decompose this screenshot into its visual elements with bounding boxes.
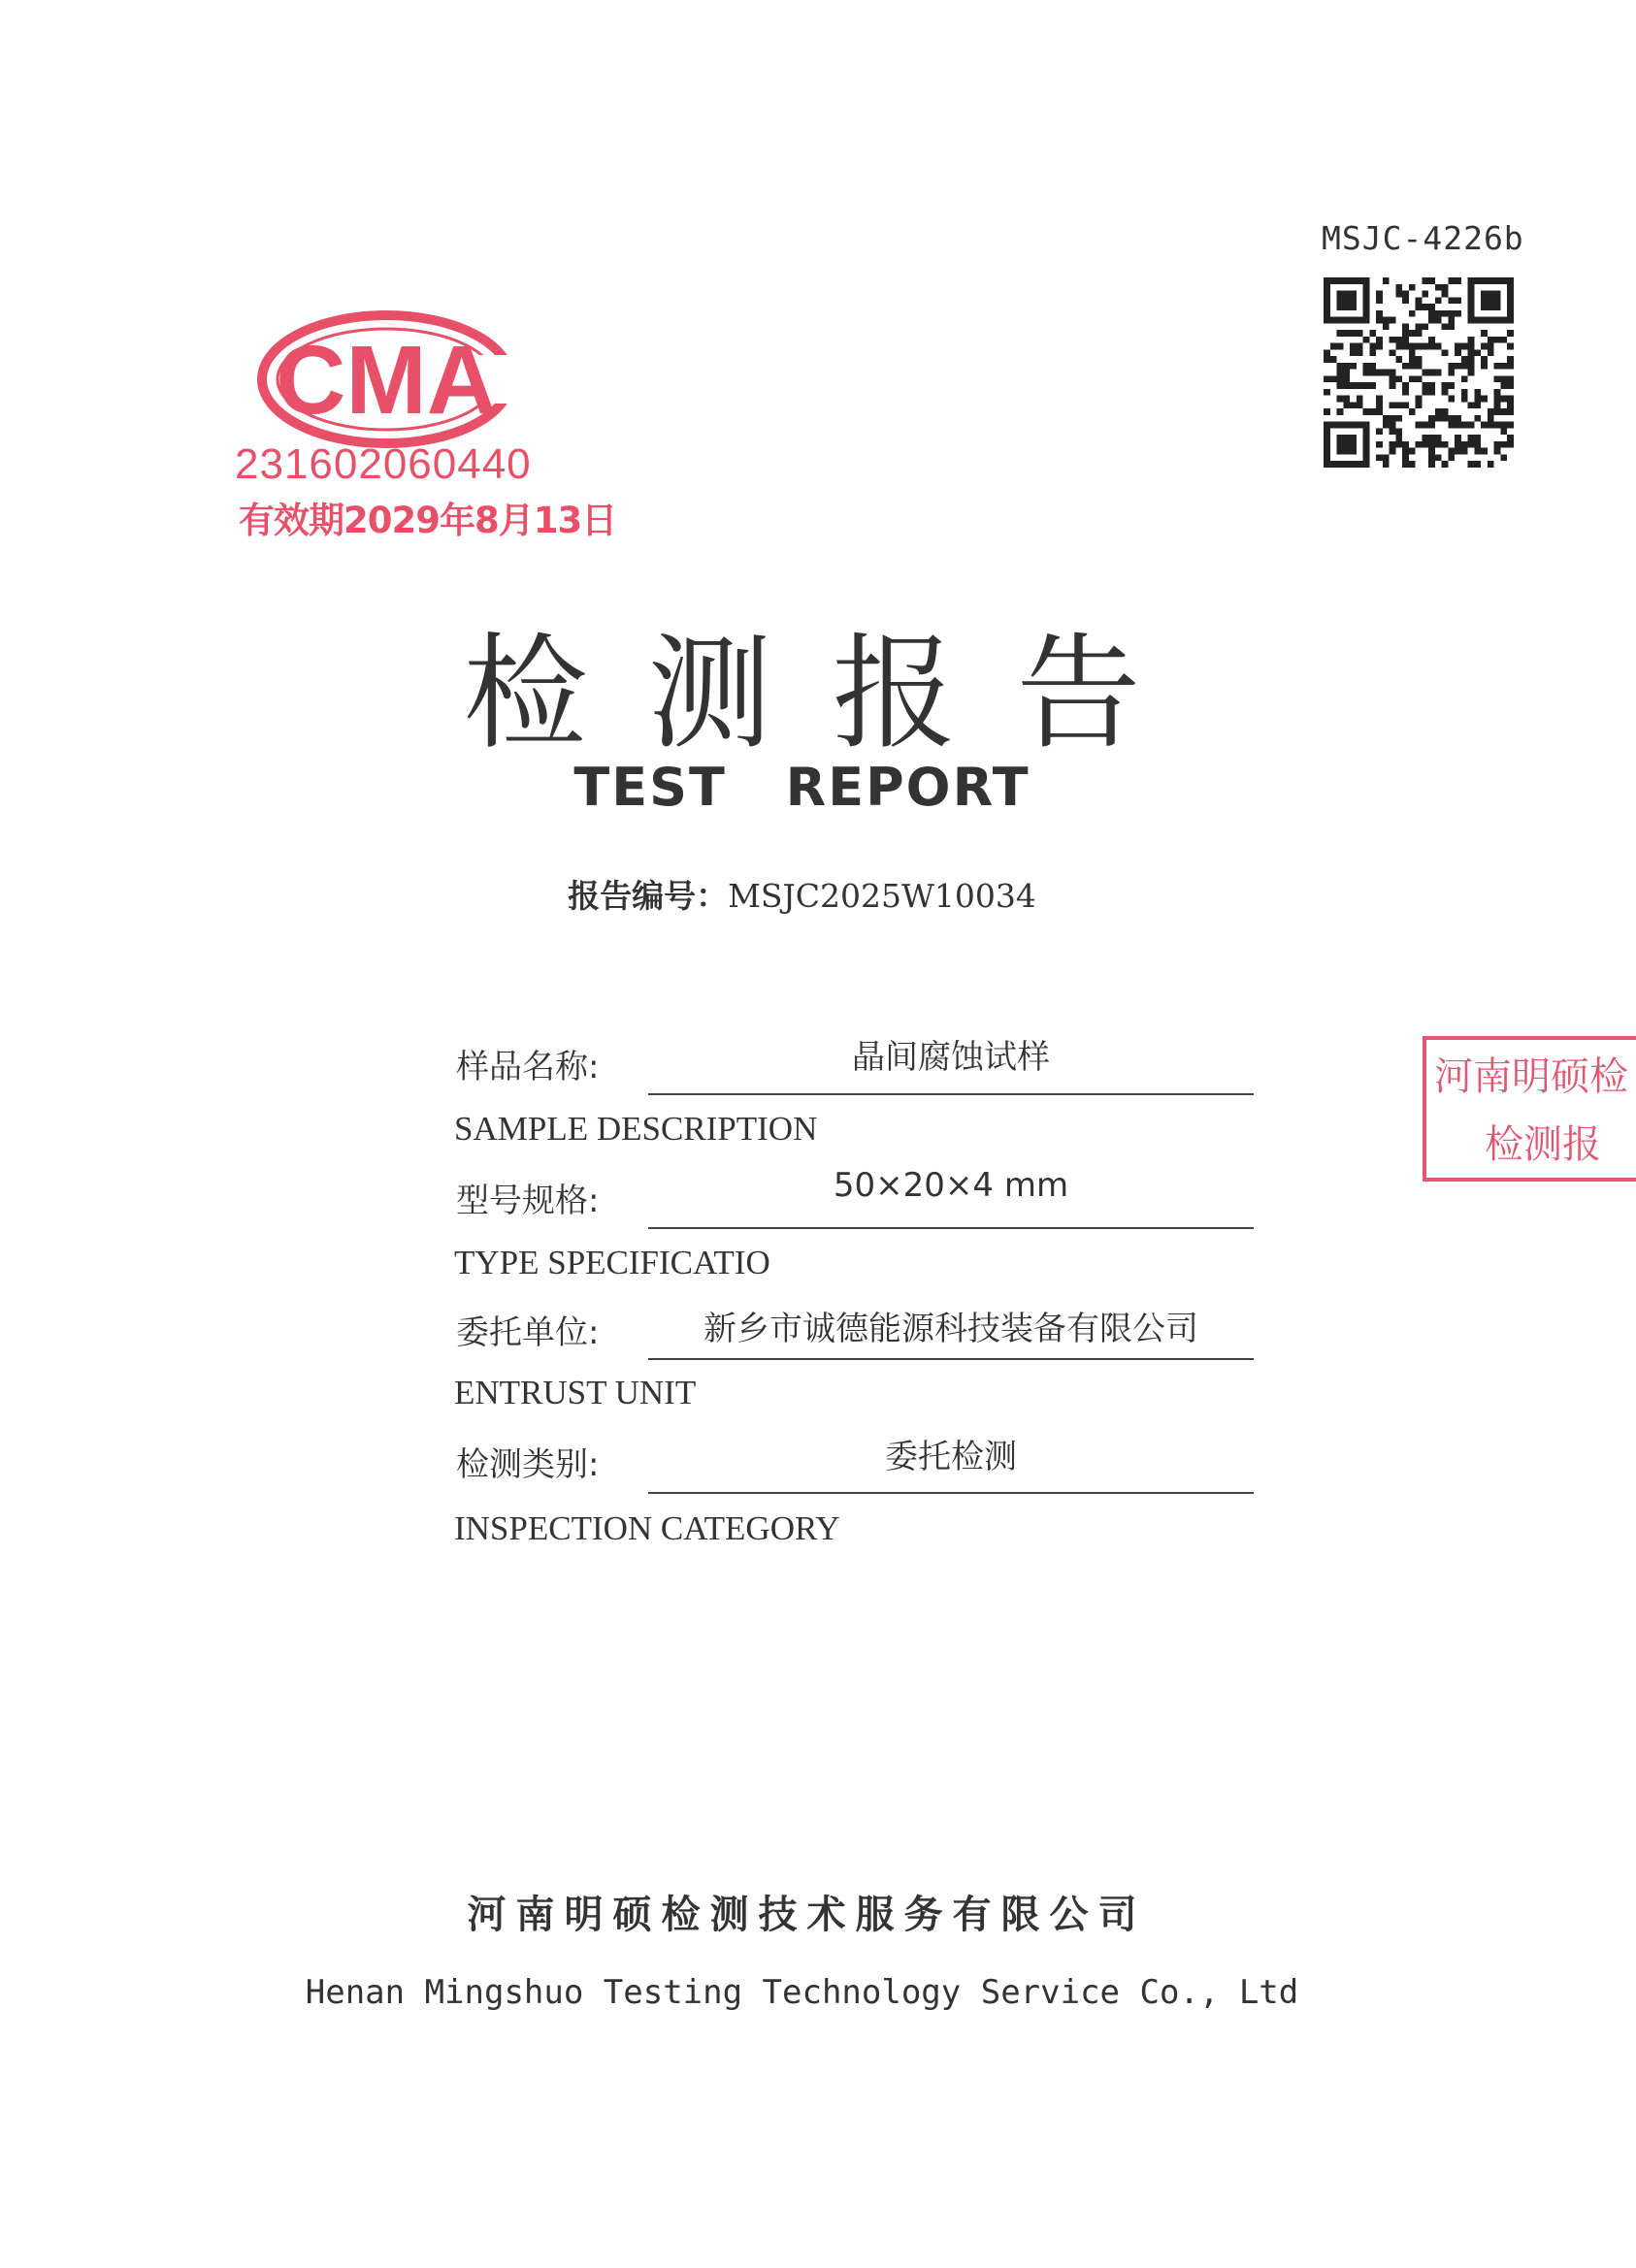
entrust-unit-underline bbox=[648, 1358, 1254, 1360]
entrust-unit-label-zh: 委托单位: bbox=[456, 1313, 600, 1352]
qr-code-icon bbox=[1324, 277, 1514, 468]
sample-name-value: 晶间腐蚀试样 bbox=[852, 1038, 1050, 1077]
sample-description-label: SAMPLE DESCRIPTION bbox=[454, 1110, 818, 1148]
report-number-row bbox=[0, 871, 1604, 917]
inspection-category-underline bbox=[648, 1492, 1254, 1494]
entrust-unit-label-en: ENTRUST UNIT bbox=[454, 1374, 697, 1411]
report-number-label: 报告编号： bbox=[568, 877, 729, 915]
type-spec-underline bbox=[648, 1227, 1254, 1229]
cma-number: 231602060440 bbox=[235, 440, 532, 488]
cma-validity: 有效期2029年8月13日 bbox=[239, 500, 617, 541]
entrust-unit-value: 新乡市诚德能源科技装备有限公司 bbox=[703, 1310, 1198, 1348]
seal-line2: 检测报 bbox=[1485, 1122, 1601, 1167]
inspection-category-label-en: INSPECTION CATEGORY bbox=[454, 1509, 840, 1547]
inspection-category-value: 委托检测 bbox=[885, 1438, 1017, 1476]
company-name-en: Henan Mingshuo Testing Technology Service Co., Ltd bbox=[305, 1973, 1299, 2012]
seal-line1: 河南明硕检 bbox=[1434, 1054, 1628, 1099]
sample-name-underline bbox=[648, 1093, 1254, 1095]
report-title-zh: 检测报告 bbox=[463, 622, 1201, 766]
sample-name-label: 样品名称: bbox=[456, 1048, 600, 1086]
type-specification-label: TYPE SPECIFICATIO bbox=[454, 1244, 770, 1281]
cma-stamp-logo bbox=[254, 307, 518, 452]
type-spec-value: 50×20×4 mm bbox=[833, 1166, 1069, 1205]
report-number-value: MSJC2025W10034 bbox=[728, 877, 1036, 915]
type-spec-label: 型号规格: bbox=[456, 1182, 600, 1220]
inspection-category-label-zh: 检测类别: bbox=[456, 1445, 600, 1484]
company-seal bbox=[1417, 1028, 1628, 1193]
company-name-zh: 河南明硕检测技术服务有限公司 bbox=[467, 1893, 1147, 1937]
document-code: MSJC-4226b bbox=[1322, 219, 1524, 257]
report-title-en: TEST REPORT bbox=[573, 757, 1031, 818]
cma-logo-text: CMA bbox=[276, 326, 497, 435]
